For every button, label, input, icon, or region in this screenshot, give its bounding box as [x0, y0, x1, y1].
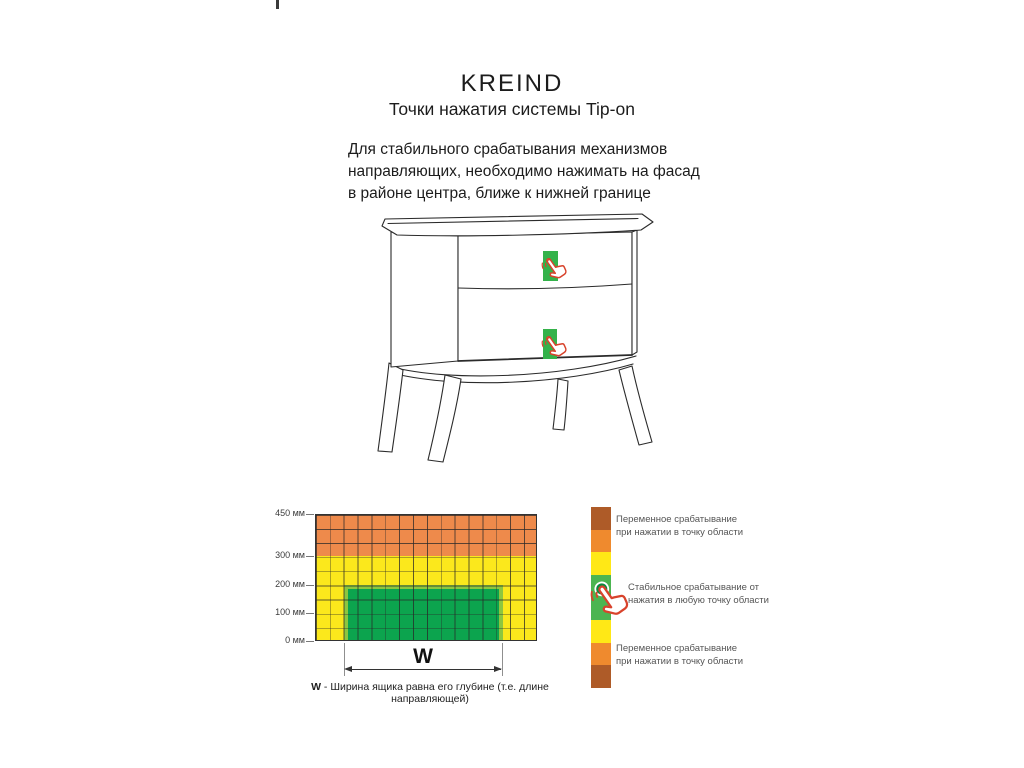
- axis-tick: [306, 613, 314, 614]
- width-caption: [275, 681, 585, 705]
- width-dimension-label: W: [413, 645, 433, 668]
- legend-segment-orange: [591, 530, 611, 553]
- tap-hand-icon: [586, 578, 634, 626]
- cabinet-right-edge: [632, 230, 637, 355]
- stray-mark: [276, 0, 279, 9]
- cabinet-leg: [619, 366, 652, 445]
- instruction-text: [348, 139, 708, 205]
- page-subtitle: Точки нажатия системы Tip-on: [389, 99, 635, 119]
- legend-entry-variable-bottom: Переменное срабатывание при нажатии в точку области: [616, 643, 744, 667]
- axis-tick: [306, 556, 314, 557]
- legend-entry-stable: Стабильное срабатывание от нажатия в любую точку области: [628, 582, 769, 606]
- cabinet-leg: [553, 379, 568, 430]
- legend-segment-brown: [591, 507, 611, 530]
- width-caption-text: - Ширина ящика равна его глубине (т.е. длине направляющей): [321, 681, 549, 705]
- arrow-right-icon: [494, 666, 502, 672]
- dimension-extension-line: [502, 643, 503, 676]
- instruction-line: в районе центра, ближе к нижней границе: [348, 185, 651, 202]
- cabinet-illustration: [370, 200, 670, 470]
- press-zone-grid: [315, 514, 537, 641]
- axis-tick: [306, 641, 314, 642]
- width-caption-term: W: [311, 681, 322, 693]
- instruction-line: направляющих, необходимо нажимать на фасад: [348, 163, 700, 180]
- legend-entry-variable-top: Переменное срабатывание при нажатии в точку области: [616, 514, 744, 538]
- instruction-line: Для стабильного срабатывания механизмов: [348, 141, 668, 158]
- cabinet-leg: [428, 375, 461, 462]
- axis-label-300: 300 мм: [275, 550, 305, 560]
- axis-label-450: 450 мм: [275, 508, 305, 518]
- axis-label-100: 100 мм: [275, 607, 305, 617]
- legend-segment-yellow: [591, 552, 611, 575]
- arrow-left-icon: [344, 666, 352, 672]
- axis-label-200: 200 мм: [275, 579, 305, 589]
- legend-segment-orange: [591, 643, 611, 666]
- dimension-line: [347, 669, 501, 670]
- legend-segment-brown: [591, 665, 611, 688]
- brand-title: KREIND: [460, 70, 564, 97]
- cabinet-side-panel: [391, 232, 458, 367]
- grid-lines: [315, 514, 537, 641]
- axis-label-0: 0 мм: [285, 635, 305, 645]
- axis-tick: [306, 585, 314, 586]
- cabinet-leg: [378, 363, 403, 452]
- axis-tick: [306, 514, 314, 515]
